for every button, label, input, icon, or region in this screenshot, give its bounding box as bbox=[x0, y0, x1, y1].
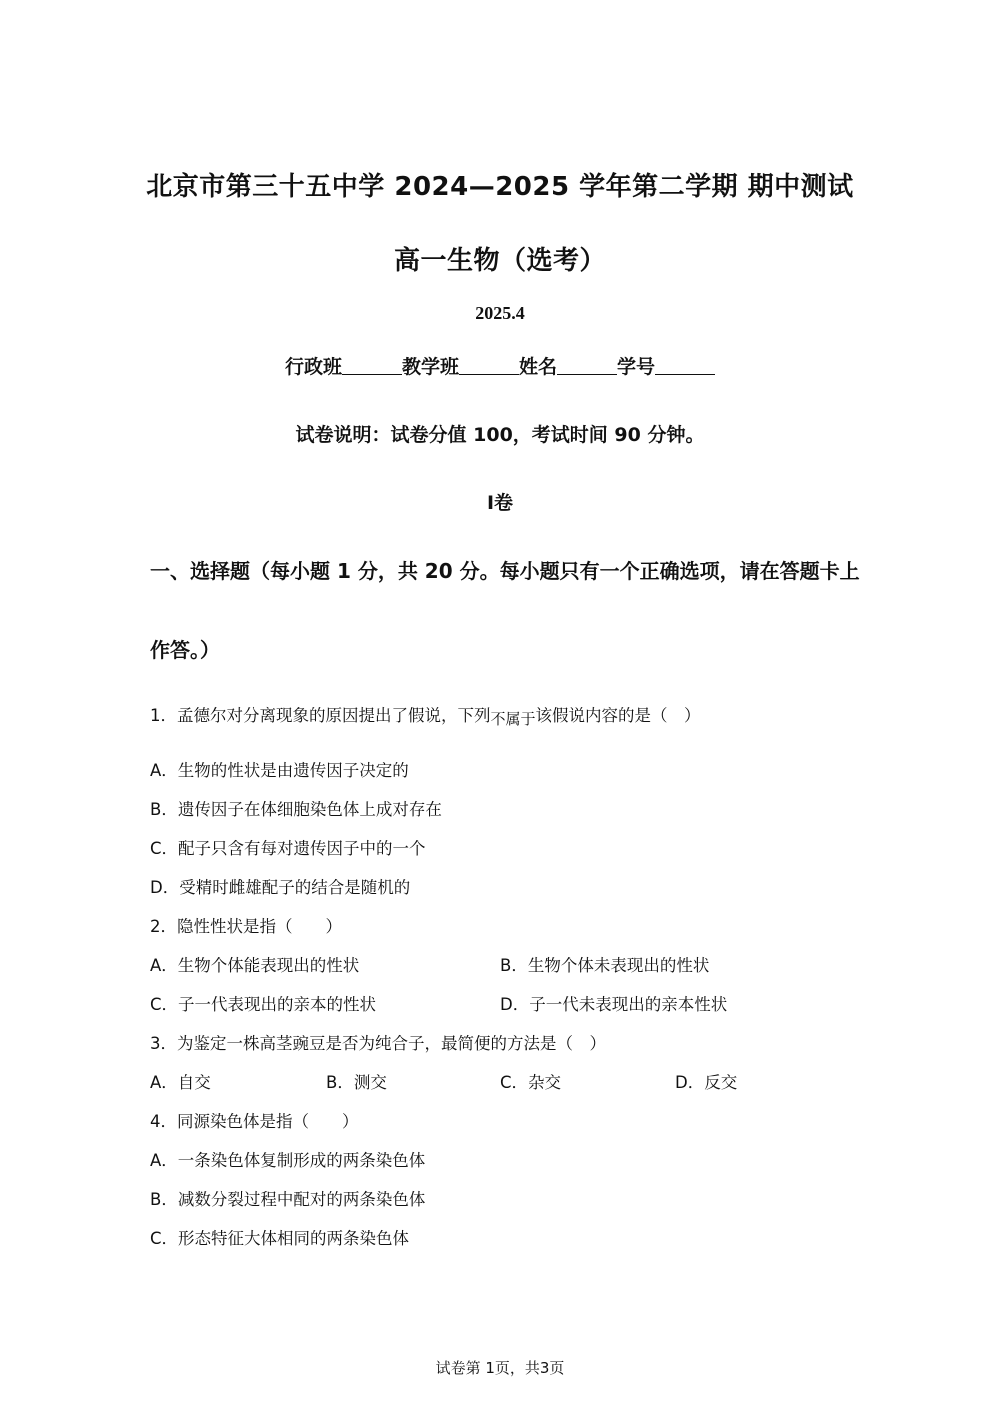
exam-title: 北京市第三十五中学 2024—2025 学年第二学期 期中测试 bbox=[146, 172, 854, 202]
question-3-option-d[interactable]: D．反交 bbox=[675, 1073, 738, 1092]
question-1-stem-end: 该假说内容的是（ ） bbox=[535, 706, 701, 725]
question-1-option-b[interactable]: B．遗传因子在体细胞染色体上成对存在 bbox=[150, 800, 442, 819]
fill-blank-name[interactable] bbox=[557, 356, 617, 375]
exam-description: 试卷说明：试卷分值 100，考试时间 90 分钟。 bbox=[295, 424, 705, 446]
question-1-stem-text: 1．孟德尔对分离现象的原因提出了假说，下列 bbox=[150, 706, 491, 725]
exam-subtitle: 高一生物（选考） bbox=[393, 246, 606, 276]
question-3-stem: 3．为鉴定一株高茎豌豆是否为纯合子，最简便的方法是（ ） bbox=[150, 1034, 606, 1053]
question-3-option-c[interactable]: C．杂交 bbox=[500, 1073, 562, 1092]
question-4-stem: 4．同源染色体是指（ ） bbox=[150, 1112, 359, 1131]
info-label-class: 行政班 bbox=[284, 356, 342, 378]
student-info-line bbox=[0, 352, 1000, 379]
question-1-option-a[interactable]: A．生物的性状是由遗传因子决定的 bbox=[150, 761, 409, 780]
section-heading: 一、选择题（每小题 1 分，共 20 分。每小题只有一个正确选项，请在答题卡上 bbox=[150, 559, 860, 583]
info-label-student-id: 学号 bbox=[617, 356, 656, 378]
question-3-option-a[interactable]: A．自交 bbox=[150, 1073, 211, 1092]
question-2-option-b[interactable]: B．生物个体未表现出的性状 bbox=[500, 956, 710, 975]
question-1-option-d[interactable]: D．受精时雌雄配子的结合是随机的 bbox=[150, 878, 411, 897]
question-2-stem: 2．隐性性状是指（ ） bbox=[150, 917, 342, 936]
question-2-option-d[interactable]: D．子一代未表现出的亲本性状 bbox=[500, 995, 728, 1014]
fill-blank-student-id[interactable] bbox=[655, 356, 715, 375]
volume-label: Ⅰ卷 bbox=[486, 492, 514, 514]
section-heading-continued: 作答。） bbox=[150, 638, 220, 662]
question-2-option-c[interactable]: C．子一代表现出的亲本的性状 bbox=[150, 995, 377, 1014]
page-footer: 试卷第 1页，共3页 bbox=[435, 1359, 565, 1377]
question-2-option-a[interactable]: A．生物个体能表现出的性状 bbox=[150, 956, 360, 975]
question-1-stem bbox=[150, 702, 701, 726]
info-label-name: 姓名 bbox=[519, 356, 558, 378]
info-label-teaching-class: 教学班 bbox=[401, 356, 459, 378]
question-4-option-a[interactable]: A．一条染色体复制形成的两条染色体 bbox=[150, 1151, 426, 1170]
question-4-option-b[interactable]: B．减数分裂过程中配对的两条染色体 bbox=[150, 1190, 426, 1209]
question-4-option-c[interactable]: C．形态特征大体相同的两条染色体 bbox=[150, 1229, 410, 1248]
exam-date: 2025.4 bbox=[475, 303, 525, 323]
fill-blank-teaching-class[interactable] bbox=[459, 356, 519, 375]
question-3-option-b[interactable]: B．测交 bbox=[326, 1073, 387, 1092]
question-1-option-c[interactable]: C．配子只含有每对遗传因子中的一个 bbox=[150, 839, 426, 858]
question-1-emphasis: 不属于 bbox=[490, 710, 536, 728]
fill-blank-class[interactable] bbox=[342, 356, 402, 375]
